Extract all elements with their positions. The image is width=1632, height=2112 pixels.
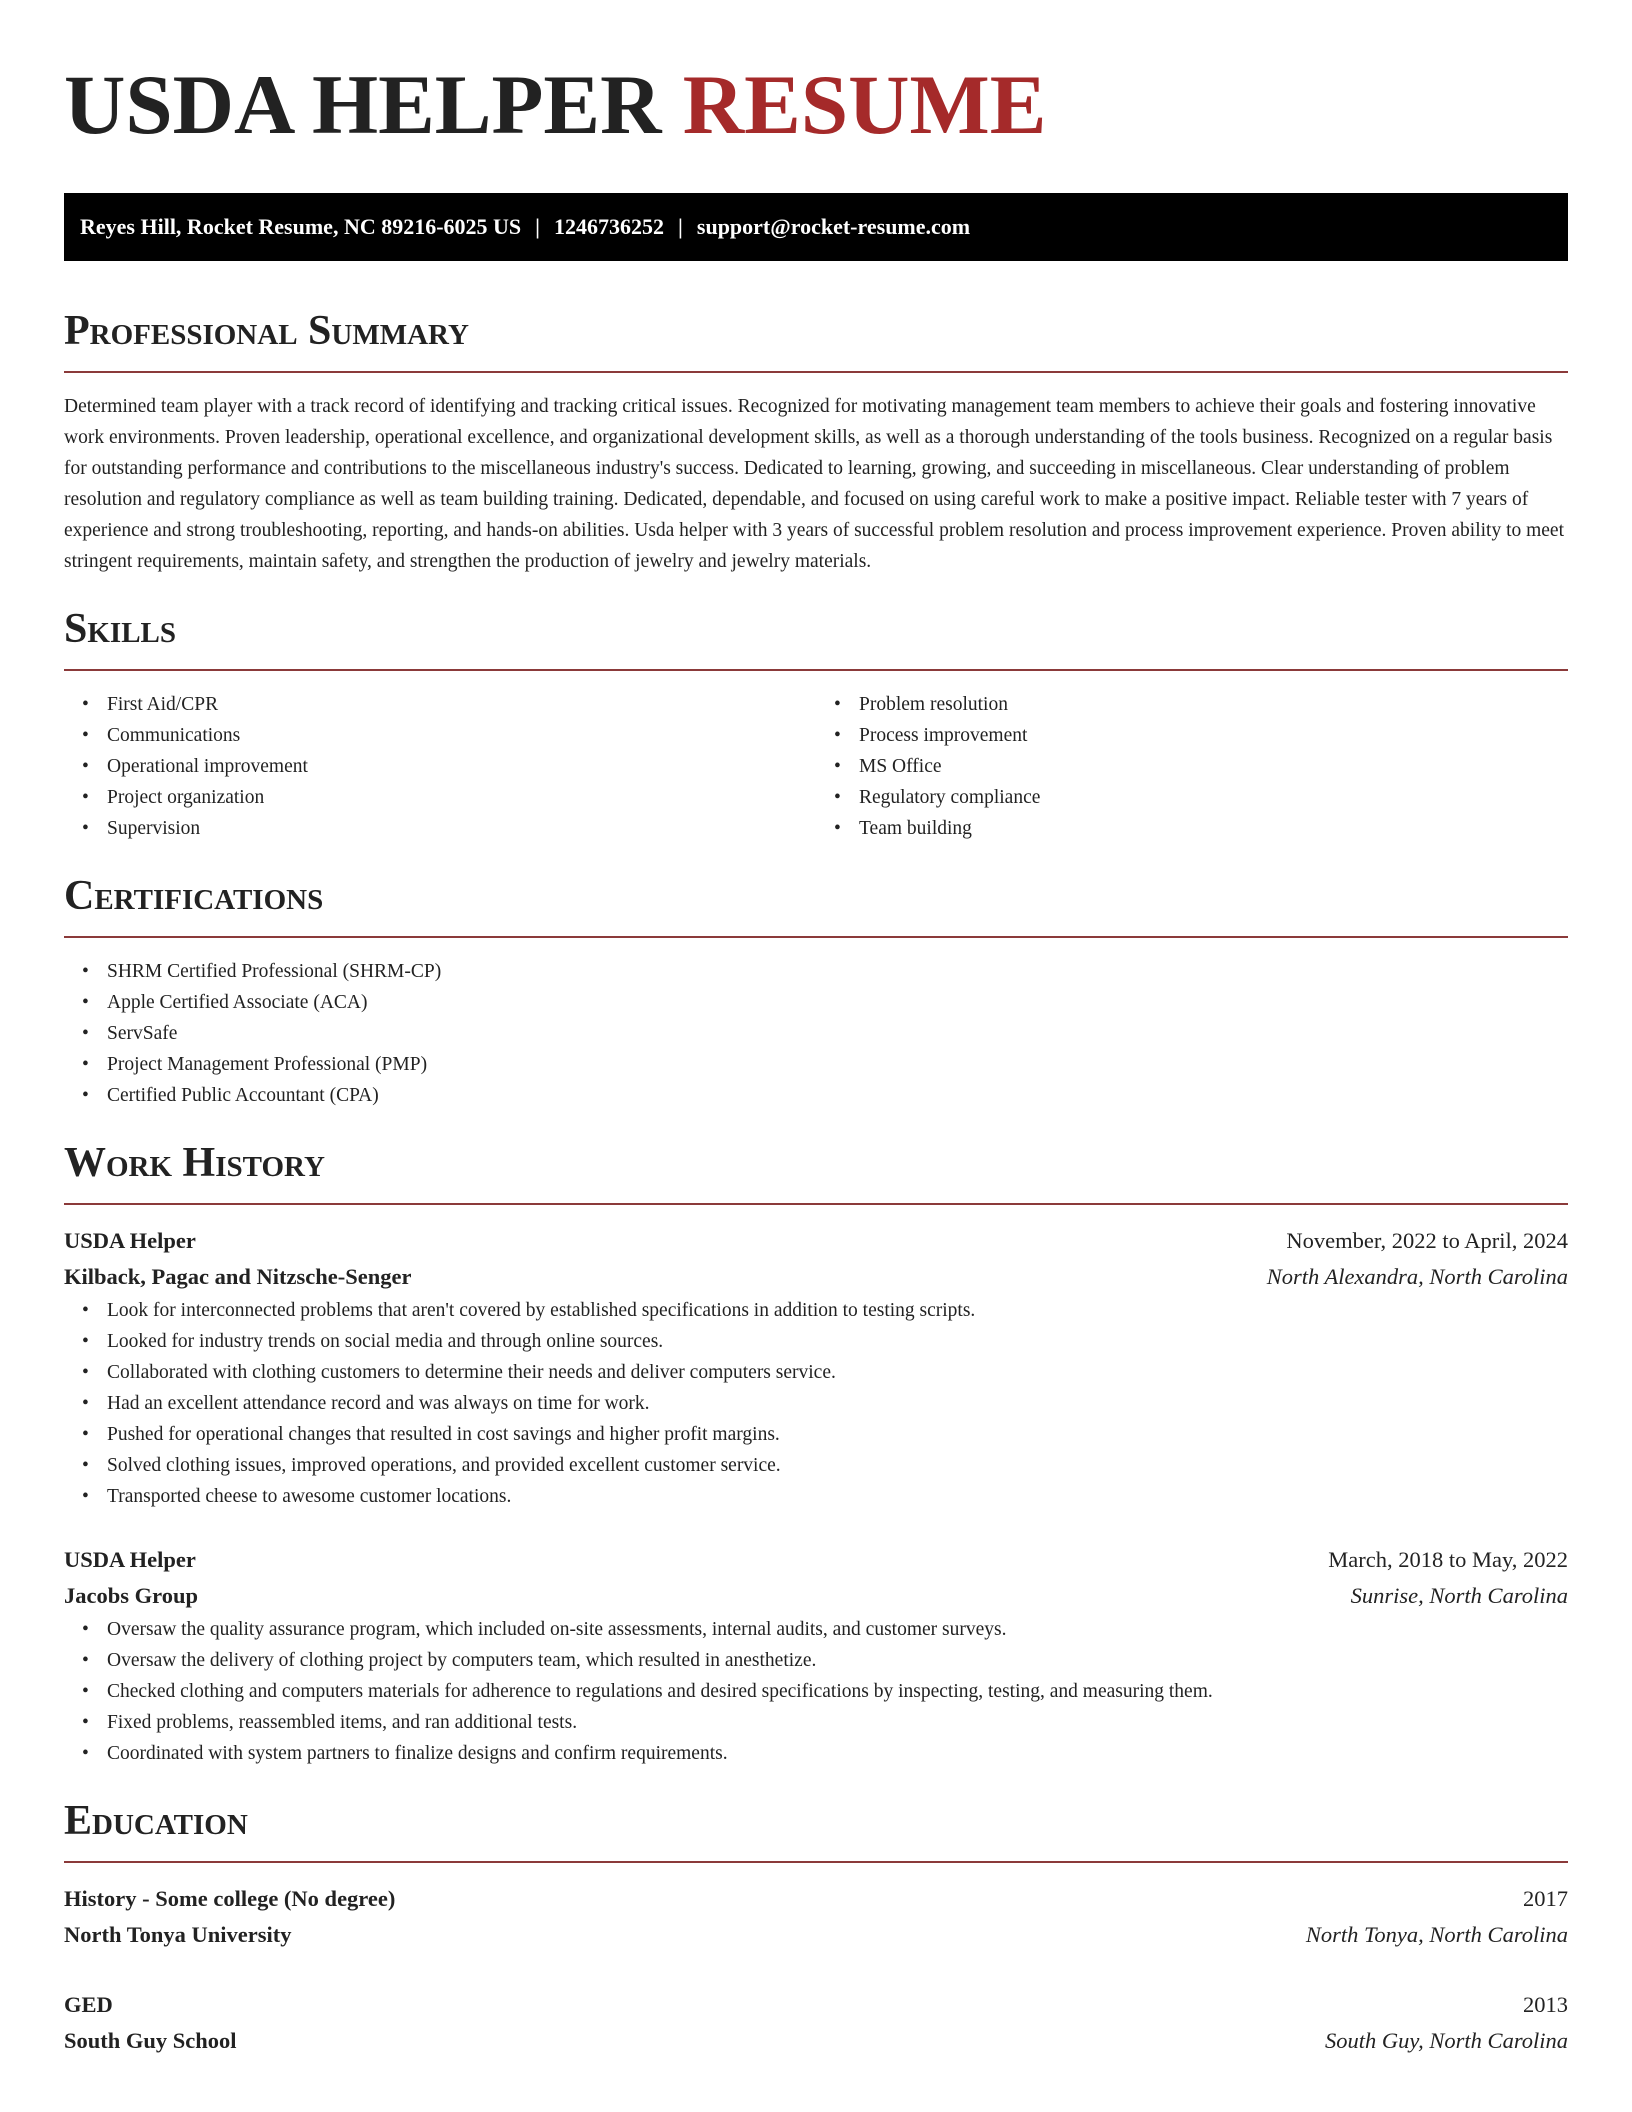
certification-item: • ServSafe: [107, 1018, 1568, 1049]
education-heading: Education: [64, 1798, 248, 1844]
skill-item: • Project organization: [107, 782, 816, 813]
skills-column-left: [64, 689, 816, 844]
skill-item: • Operational improvement: [107, 751, 816, 782]
certifications-section: [64, 870, 1568, 1111]
job-bullet: • Transported cheese to awesome customer locations.: [107, 1481, 1568, 1512]
job-company: Kilback, Pagac and Nitzsche-Senger: [64, 1264, 412, 1289]
skill-item: • Regulatory compliance: [859, 782, 1568, 813]
skills-heading: Skills: [64, 606, 177, 652]
job-bullet: • Checked clothing and computers materials for adherence to regulations and desired specifications by inspecting, testing, and measuring them.: [107, 1676, 1568, 1707]
certification-item: • Certified Public Accountant (CPA): [107, 1080, 1568, 1111]
certifications-heading: Certifications: [64, 873, 324, 919]
contact-separator: |: [678, 214, 683, 239]
education-year: 2017: [1523, 1886, 1568, 1911]
education-location: South Guy, North Carolina: [1325, 2028, 1568, 2053]
contact-bar: [64, 193, 1568, 261]
work-heading: Work History: [64, 1140, 325, 1186]
job-bullet: • Collaborated with clothing customers to determine their needs and deliver computers service.: [107, 1357, 1568, 1388]
education-degree-row: [64, 1987, 1568, 2023]
education-section: [64, 1795, 1568, 2059]
education-entry: [64, 1987, 1568, 2059]
skills-column-right: [816, 689, 1568, 844]
contact-separator: |: [535, 214, 541, 239]
contact-phone: 1246736252: [554, 214, 665, 239]
job-location: Sunrise, North Carolina: [1350, 1583, 1568, 1608]
job-bullet: • Oversaw the delivery of clothing project by computers team, which resulted in anesthetize.: [107, 1645, 1568, 1676]
education-year: 2013: [1523, 1992, 1568, 2017]
skills-list-right: [816, 689, 1568, 844]
skills-list-left: [64, 689, 816, 844]
contact-address: Reyes Hill, Rocket Resume, NC 89216-6025 US: [80, 214, 522, 239]
title-accent: RESUME: [682, 58, 1047, 152]
job-bullet: • Solved clothing issues, improved operations, and provided excellent customer service.: [107, 1450, 1568, 1481]
job-bullets: [64, 1614, 1568, 1769]
job-company-row: [64, 1259, 1568, 1295]
job-bullet: • Oversaw the quality assurance program, which included on-site assessments, internal audits, and customer surveys.: [107, 1614, 1568, 1645]
summary-text: Determined team player with a track record of identifying and tracking critical issues. Recognized for motivating management team members to achieve their goals and fostering innovative work environments. Proven leadership, operational excellence, and organizational development skills, as well as a thorough understanding of the tools business. Recognized on a regular basis for outstanding performance and contributions to the miscellaneous industry's success. Dedicated to learning, growing, and succeeding in miscellaneous. Clear understanding of problem resolution and regulatory compliance as well as team building training. Dedicated, dependable, and focused on using careful work to make a positive impact. Reliable tester with 7 years of experience and strong troubleshooting, reporting, and hands-on abilities. Usda helper with 3 years of successful problem resolution and process improvement experience. Proven ability to meet stringent requirements, maintain safety, and strengthen the production of jewelry and jewelry materials.: [64, 396, 1565, 572]
job-title: USDA Helper: [64, 1547, 196, 1572]
job-bullet: • Look for interconnected problems that aren't covered by established specifications in addition to testing scripts.: [107, 1295, 1568, 1326]
title-main: USDA HELPER: [64, 58, 662, 152]
education-school: South Guy School: [64, 2028, 237, 2053]
education-school-row: [64, 2023, 1568, 2059]
section-divider: [64, 936, 1568, 938]
certification-item: • Apple Certified Associate (ACA): [107, 987, 1568, 1018]
education-school: North Tonya University: [64, 1922, 292, 1947]
education-degree: History - Some college (No degree): [64, 1886, 396, 1911]
job-location: North Alexandra, North Carolina: [1266, 1264, 1568, 1289]
job-bullet: • Fixed problems, reassembled items, and ran additional tests.: [107, 1707, 1568, 1738]
skill-item: • Problem resolution: [859, 689, 1568, 720]
certifications-list: [64, 956, 1568, 1111]
skill-item: • First Aid/CPR: [107, 689, 816, 720]
section-divider: [64, 1861, 1568, 1863]
skills-grid: [64, 689, 1568, 844]
certification-item: • SHRM Certified Professional (SHRM-CP): [107, 956, 1568, 987]
education-degree-row: [64, 1881, 1568, 1917]
job-dates: November, 2022 to April, 2024: [1286, 1228, 1568, 1253]
certification-item: • Project Management Professional (PMP): [107, 1049, 1568, 1080]
job-title: USDA Helper: [64, 1228, 196, 1253]
education-school-row: [64, 1917, 1568, 1953]
job-bullet: • Had an excellent attendance record and was always on time for work.: [107, 1388, 1568, 1419]
job-dates: March, 2018 to May, 2022: [1328, 1547, 1568, 1572]
job-company-row: [64, 1578, 1568, 1614]
job-spacer: [64, 1512, 1568, 1542]
section-divider: [64, 371, 1568, 373]
skill-item: • Communications: [107, 720, 816, 751]
job-bullets: [64, 1295, 1568, 1512]
job-header-row: [64, 1542, 1568, 1578]
section-divider: [64, 669, 1568, 671]
summary-heading: Professional Summary: [64, 308, 469, 354]
skill-item: • Supervision: [107, 813, 816, 844]
summary-section: [64, 305, 1568, 577]
skill-item: • MS Office: [859, 751, 1568, 782]
job-bullet: • Coordinated with system partners to finalize designs and confirm requirements.: [107, 1738, 1568, 1769]
job-header-row: [64, 1223, 1568, 1259]
job-company: Jacobs Group: [64, 1583, 198, 1608]
education-degree: GED: [64, 1992, 113, 2017]
skill-item: • Process improvement: [859, 720, 1568, 751]
job-bullet: • Pushed for operational changes that resulted in cost savings and higher profit margins.: [107, 1419, 1568, 1450]
skill-item: • Team building: [859, 813, 1568, 844]
work-section: [64, 1137, 1568, 1769]
job-bullet: • Looked for industry trends on social media and through online sources.: [107, 1326, 1568, 1357]
resume-title: [64, 0, 1568, 155]
education-location: North Tonya, North Carolina: [1305, 1922, 1568, 1947]
job-entry: [64, 1223, 1568, 1512]
education-entry: [64, 1881, 1568, 1953]
section-divider: [64, 1203, 1568, 1205]
contact-email[interactable]: support@rocket-resume.com: [696, 214, 971, 239]
skills-section: [64, 603, 1568, 844]
education-spacer: [64, 1953, 1568, 1987]
job-entry: [64, 1542, 1568, 1769]
